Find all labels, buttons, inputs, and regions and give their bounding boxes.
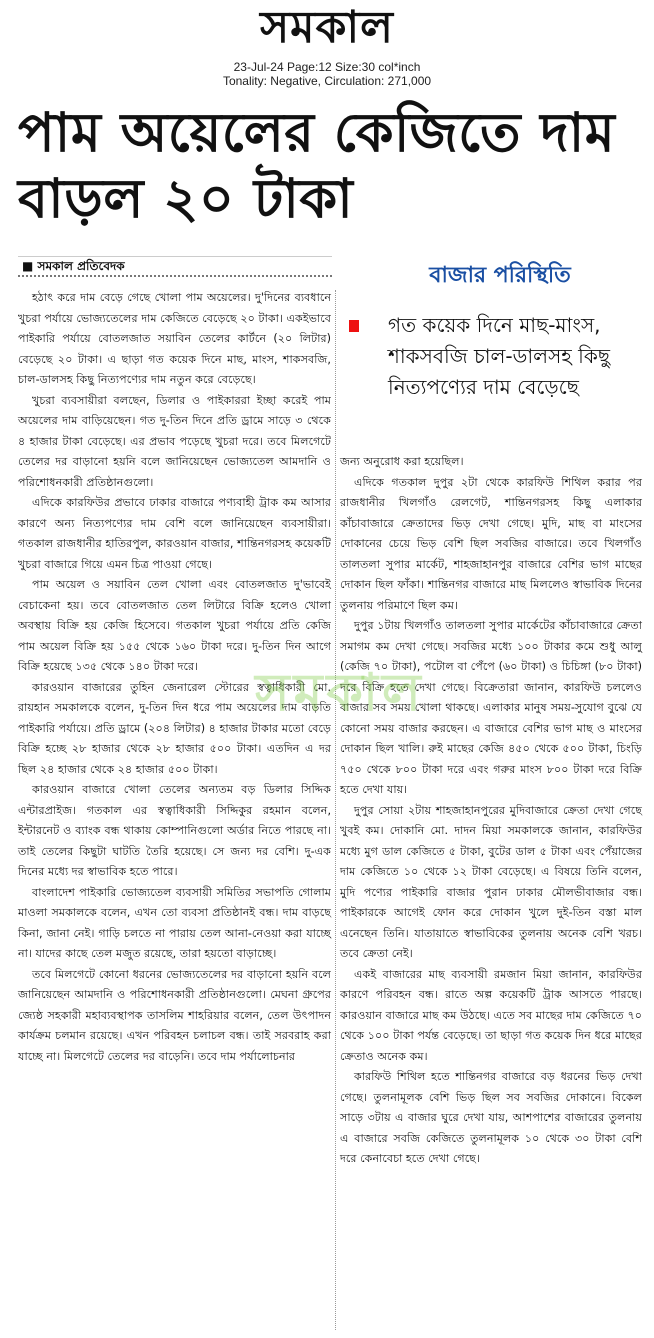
- paragraph: পাম অয়েল ও সয়াবিন তেল খোলা এবং বোতলজাত দু'ভাবেই বেচাকেনা হয়। তবে বোতলজাত তেল লিটারে বিক্রি হলেও খোলা অবস্থায় বিক্রি হয় কেজি হিসেবে। গতকাল খুচরা পর্যায়ে প্রতি কেজি পাম অয়েল বিক্রি হয় ১৫৫ থেকে ১৬০ টাকা দরে। দু-তিন দিন আগে বিক্রি হয়েছে ১৩৫ থেকে ১৪০ টাকা দরে।: [18, 578, 331, 673]
- sidebar-title: বাজার পরিস্থিতি: [429, 263, 571, 288]
- paragraph: বাংলাদেশ পাইকারি ভোজ্যতেল ব্যবসায়ী সমিতির সভাপতি গোলাম মাওলা সমকালকে বলেন, এখন তো ব্যবসা প্রতিষ্ঠানই বন্ধ। দাম বাড়ছে কিনা, জানা নেই। গাড়ি চলতে না পারায় তেল আনা-নেওয়া করা যাচ্ছে না। যাদের কাছে তেল মজুত রয়েছে, তারা হয়তো বাড়াচ্ছে।: [18, 885, 331, 960]
- paragraph: এদিকে কারফিউর প্রভাবে ঢাকার বাজারে পণ্যবাহী ট্রাক কম আসার কারণে অন্য নিত্যপণ্যের দাম বেশি বলে জানিয়েছেন ব্যবসায়ীরা। গতকাল রাজধানীর হাতিরপুল, কারওয়ান বাজার, শান্তিনগরসহ কয়েকটি খুচরা বাজারে গিয়ে এমন চিত্র পাওয়া গেছে।: [18, 496, 331, 571]
- byline: ■ সমকাল প্রতিবেদক: [18, 256, 332, 277]
- red-square-bullet-icon: [349, 320, 359, 332]
- paragraph: একই বাজারের মাছ ব্যবসায়ী রমজান মিয়া জানান, কারফিউর কারণে পরিবহন বন্ধ। রাতে অল্প কয়েকটি ট্রাক আসতে পারছে। কারওয়ান বাজারে মাছ কম উঠছে। এতে সব মাছের দাম কেজিতে ৭০ থেকে ১০০ টাকা পর্যন্ত বেড়েছে। তা ছাড়া গত কয়েক দিন ধরে মাছের ক্রেতাও অনেক কম।: [340, 967, 642, 1063]
- paragraph: কারওয়ান বাজারের তুহিন জেনারেল স্টোরের স্বত্বাধিকারী মো. রায়হান সমকালকে বলেন, দু-তিন দিন ধরে পাম অয়েলের দাম বাড়তি পাইকারি পর্যায়ে। প্রতি ড্রামে (২০৪ লিটার) ৪ হাজার টাকার মতো বেড়ে বিক্রি হচ্ছে ২৮ হাজার থেকে ২৮ হাজার ৫০০ টাকা। এতদিন এ দর ছিল ২৪ হাজার থেকে ২৪ হাজার ৫০০ টাকা।: [18, 680, 331, 776]
- clipping-meta-date-page: 23-Jul-24 Page:12 Size:30 col*inch: [233, 60, 421, 74]
- paragraph: তবে মিলগেটে কোনো ধরনের ভোজ্যতেলের দর বাড়ানো হয়নি বলে জানিয়েছেন আমদানি ও পরিশোধনকারী প্রতিষ্ঠানগুলো। মেঘনা গ্রুপের জ্যেষ্ঠ সহকারী মহাব্যবস্থাপক তাসলিম শাহরিয়ার বলেন, তেল উৎপাদন কার্যক্রম চলমান রয়েছে। এখন পরিবহন চলাচল বন্ধ। তাই সরবরাহ করা যাচ্ছে না। মিলগেটে তেলের দর বাড়েনি। তবে দাম পর্যালোচনার: [18, 967, 331, 1063]
- paragraph: কারফিউ শিথিল হতে শান্তিনগর বাজারে বড় ধরনের ভিড় দেখা গেছে। তুলনামূলক বেশি ভিড় ছিল সব সবজির দোকানে। বিকেল সাড়ে ৩টায় এ বাজার ঘুরে দেখা যায়, আশপাশের বাজারের তুলনায় এ বাজারে সবজি কেজিতে তুলনামূলক ১০ থেকে ৩০ টাকা বেশি দরে কেনাবেচা হতে দেখা গেছে।: [340, 1070, 642, 1165]
- paragraph: দুপুর ১টায় খিলগাঁও তালতলা সুপার মার্কেটের কাঁচাবাজারে ক্রেতা সমাগম কম দেখা গেছে। সবজির মধ্যে ১০০ টাকার কমে শুধু আলু (কেজি ৭০ টাকা), পটোল বা পেঁপে (৬০ টাকা) ও চিচিঙ্গা (৮০ টাকা) দরে বিক্রি হতে দেখা গেছে। বিক্রেতারা জানান, কারফিউ চললেও বাজার সব সময় খোলা থাকছে। এলাকার মানুষ সময়-সুযোগ বুঝে যে কোনো সময় বাজার করছেন। এ বাজারে বেশির ভাগ মাছ ও মাংসের দোকান ছিল খালি। রুই মাছের কেজি ৪৫০ থেকে ৫০০ টাকা, চিংড়ি ৭৫০ থেকে ৮০০ টাকা দরে এবং গরুর মাংস ৮০০ টাকা দরে বিক্রি হতে দেখা যায়।: [340, 619, 642, 796]
- paragraph: খুচরা ব্যবসায়ীরা বলছেন, ডিলার ও পাইকাররা ইচ্ছা করেই পাম অয়েলের দাম বাড়িয়েছেন। গত দু-তিন দিনে প্রতি ড্রামে সাড়ে ৩ থেকে ৪ হাজার টাকা বেড়েছে। এর প্রভাব পড়েছে খুচরা দরে। তবে মিলগেটে তেলের দর বাড়ানো হয়নি বলে জানিয়েছেন ভোজ্যতেল আমদানি ও পরিশোধনকারী প্রতিষ্ঠানগুলো।: [18, 393, 331, 489]
- paragraph: কারওয়ান বাজারে খোলা তেলের অন্যতম বড় ডিলার সিদ্দিক এন্টারপ্রাইজ। গতকাল এর স্বত্বাধিকারী সিদ্দিকুর রহমান বলেন, ইন্টারনেট ও ব্যাংক বন্ধ থাকায় কোম্পানিগুলো অর্ডার নিতে পারছে না। তাই তেলের কিছুটা ঘাটতি তৈরি হয়েছে। সে জন্য দর বেশি। দু-এক দিনের মধ্যে দর স্বাভাবিক হতে পারে।: [18, 783, 331, 878]
- sidebar-highlight-text: গত কয়েক দিনে মাছ-মাংস, শাকসবজি চাল-ডালসহ কিছু নিত্যপণ্যের দাম বেড়েছে: [388, 313, 610, 399]
- column-divider: [335, 290, 336, 1330]
- article-headline: পাম অয়েলের কেজিতে দাম বাড়ল ২০ টাকা: [18, 101, 616, 230]
- watermark-logo: সমকাল: [255, 663, 425, 723]
- paragraph: দুপুর সোয়া ২টায় শাহজাহানপুরের মুদিবাজারে ক্রেতা দেখা গেছে খুবই কম। দোকানি মো. দাদন মিয়া সমকালকে জানান, কারফিউর মধ্যে মুগ ডাল কেজিতে ৫ টাকা, বুটের ডাল ৫ টাকা এবং পেঁয়াজের দাম কেজিতে ১০ থেকে ১২ টাকা বেড়েছে। এ বিষয়ে তিনি বলেন, মুদি পণ্যের পাইকারি বাজার পুরান ঢাকার মৌলভীবাজার বন্ধ। পাইকারকে আগেই ফোন করে দোকান খুলে দুই-তিন বস্তা মাল এনেছেন তিনি। যাতায়াতে স্বাভাবিকের তুলনায় অনেক বেশি খরচ। তবে ক্রেতা নেই।: [340, 803, 642, 960]
- article-column-right: [340, 452, 642, 1170]
- masthead-logo: সমকাল: [260, 2, 394, 53]
- clipping-meta-tonality: Tonality: Negative, Circulation: 271,000: [222, 74, 432, 88]
- paragraph: এদিকে গতকাল দুপুর ২টা থেকে কারফিউ শিথিল করার পর রাজধানীর খিলগাঁও রেলগেট, শান্তিনগরসহ কিছু এলাকার কাঁচাবাজারে ক্রেতাদের ভিড় দেখা গেছে। মুদি, মাছ বা মাংসের দোকানের চেয়ে ভিড় বেশি ছিল সবজির বাজারে। তবে খিলগাঁও তালতলা সুপার মার্কেট, শাহজাহানপুর বাজারে বেশির ভাগ মাছের দোকান ছিল ফাঁকা। শান্তিনগর বাজারে মাছ মিললেও স্বাভাবিক দিনের তুলনায় পরিমাণে ছিল কম।: [340, 475, 642, 612]
- paragraph: জন্য অনুরোধ করা হয়েছিল।: [340, 455, 464, 468]
- paragraph: হঠাৎ করে দাম বেড়ে গেছে খোলা পাম অয়েলের। দু'দিনের ব্যবধানে খুচরা পর্যায়ে ভোজ্যতেলের দাম কেজিতে বেড়েছে ২০ টাকা। একইভাবে পাইকারি পর্যায়ে বোতলজাত সয়াবিন তেলের কার্টনে (২০ লিটার) বেড়েছে ২০ টাকা। এ ছাড়া গত কয়েক দিনে মাছ, মাংস, শাকসবজি, চাল-ডালসহ কিছু নিত্যপণ্যের দাম নতুন করে বেড়েছে।: [18, 291, 331, 386]
